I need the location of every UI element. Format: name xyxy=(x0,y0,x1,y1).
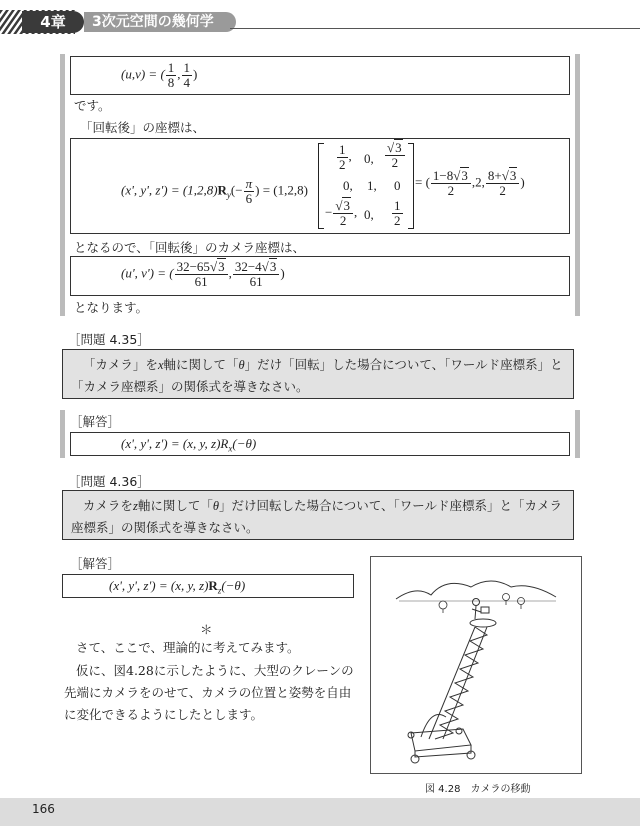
uv-frac-1 xyxy=(166,61,177,90)
rotation-equation-box xyxy=(70,138,570,234)
chapter-label: 4章 xyxy=(22,11,84,33)
footer-bar xyxy=(0,798,640,826)
m-r3c1-comma: , xyxy=(353,204,358,220)
figure-caption: 図 4.28 カメラの移動 xyxy=(425,784,531,795)
rotation-lhs xyxy=(121,177,308,206)
q436-theta: θ xyxy=(212,499,219,513)
rot-res-frac-3 xyxy=(486,169,519,198)
page-number: 166 xyxy=(32,802,55,816)
para-rotated: 「回転後」の座標は、 xyxy=(80,120,206,135)
crane-illustration xyxy=(371,557,581,773)
rot-res3-num-pre: 8+ xyxy=(487,168,502,183)
header-rule xyxy=(230,28,640,29)
q436-text3: 」だけ回転した場合について、「ワールド座標系」と「カメラ座標系」の関係式を導きなさい。 xyxy=(71,498,562,535)
rot-lhs-text: (x', y', z') = (1,2,8) xyxy=(121,182,218,198)
rot-pi-frac xyxy=(244,177,255,206)
a436-equation xyxy=(109,578,245,596)
rot-six: 6 xyxy=(245,191,253,206)
q436-box xyxy=(62,490,574,540)
camera-equation xyxy=(121,260,285,289)
rot-arg-close: ) = (1,2,8) xyxy=(255,182,308,198)
cam-frac-2 xyxy=(233,260,279,289)
m-r1c1-comma: , xyxy=(348,148,352,164)
m-r3c1-sqrt-sign: √ xyxy=(335,198,343,213)
matrix-r3c3 xyxy=(391,199,404,228)
rot-res-frac-1 xyxy=(431,169,471,198)
q436-text: カメラを xyxy=(82,498,133,513)
figure-box xyxy=(370,556,582,774)
rot-res-open: = ( xyxy=(415,174,430,190)
uv-frac-2-den: 4 xyxy=(183,75,191,90)
asterisk: ＊ xyxy=(200,622,213,637)
cam-close: ) xyxy=(280,265,285,281)
cam-f2-den: 61 xyxy=(249,274,263,289)
rot-res1-sqrt-sign: √ xyxy=(453,168,461,183)
q435-box xyxy=(62,349,574,399)
a435-rhs: (−θ) xyxy=(232,436,257,451)
q435-var: x xyxy=(157,358,164,372)
m-r3c1-den: 2 xyxy=(339,213,347,228)
q435-label: ［問題 4.35］ xyxy=(68,332,150,347)
mountains xyxy=(396,581,556,599)
a435-equation xyxy=(121,436,256,454)
m-r3c1-minus: − xyxy=(325,204,333,220)
cam-f1-num-pre: 32−65 xyxy=(176,259,210,274)
para-narimasu: となります。 xyxy=(74,300,149,315)
m-r3c3-den: 2 xyxy=(394,213,401,228)
m-r3c1-num: 3 xyxy=(343,198,350,213)
camera-equation-box xyxy=(70,256,570,296)
matrix-r3c2: 0, xyxy=(364,207,374,222)
m-r1c3-den: 2 xyxy=(391,155,399,170)
tree-icon xyxy=(439,594,525,614)
uv-sep: , xyxy=(177,66,181,82)
rot-res-mid: ,2, xyxy=(471,174,485,190)
a435-side-bar-right xyxy=(575,410,580,458)
a436-label: ［解答］ xyxy=(70,556,121,571)
crane-boom xyxy=(429,627,487,739)
a435-sub: x xyxy=(228,443,233,454)
uv-frac-1-den: 8 xyxy=(167,75,175,90)
a435-box xyxy=(70,432,570,456)
matrix-r2c2: 1, xyxy=(367,178,377,193)
a435-label: ［解答］ xyxy=(70,414,121,429)
rot-res1-num-sqrt: 3 xyxy=(461,168,468,183)
uv-frac-2-num: 1 xyxy=(183,60,191,75)
rot-res1-num-pre: 1−8 xyxy=(432,168,454,183)
m-r1c1-den: 2 xyxy=(339,157,346,172)
a436-rhs: (−θ) xyxy=(221,578,246,593)
cam-f1-num-sqrt: 3 xyxy=(218,259,225,274)
m-r1c3-num: 3 xyxy=(395,140,402,155)
para-camera: となるので、「回転後」のカメラ座標は、 xyxy=(74,240,306,255)
m-r1c1-num: 1 xyxy=(339,142,346,157)
q435-text2: 軸に関して「 xyxy=(163,357,239,372)
cam-f2-sqrt-sign: √ xyxy=(261,259,269,274)
cam-lhs: (u', v') = ( xyxy=(121,265,174,281)
rot-R: R xyxy=(217,182,227,198)
matrix-r2c3: 0 xyxy=(394,178,401,193)
q436-label: ［問題 4.36］ xyxy=(68,474,150,489)
rotation-result xyxy=(415,169,525,198)
closing-line1: さて、ここで、理論的に考えてみます。 xyxy=(76,640,300,655)
uv-frac-1-num: 1 xyxy=(167,60,175,75)
q436-text2: 軸に関して「 xyxy=(137,498,213,513)
a435-lhs: (x', y', z') = (x, y, z)R xyxy=(121,436,229,451)
rot-res3-num-sqrt: 3 xyxy=(509,168,517,183)
closing-line2: 仮に、図4.28に示したように、大型のクレーンの先端にカメラをのせて、カメラの位置と姿勢を自由に変化できるようにしたとします。 xyxy=(64,663,354,722)
matrix-r2c1: 0, xyxy=(343,178,353,193)
matrix-r1c3 xyxy=(384,141,406,170)
matrix-r1c1 xyxy=(336,143,352,172)
rot-res1-den: 2 xyxy=(447,183,455,198)
rot-sub: y xyxy=(226,190,231,201)
matrix-r1c2: 0, xyxy=(364,151,374,166)
cam-f1-den: 61 xyxy=(194,274,208,289)
q435-text3: 」だけ「回転」した場合について、「ワールド座標系」と「カメラ座標系」の関係式を導きなさい。 xyxy=(71,357,563,394)
chapter-title: 3次元空間の幾何学 xyxy=(84,12,236,32)
cam-f2-num-pre: 32−4 xyxy=(234,259,262,274)
side-bar xyxy=(60,54,65,316)
q435-text: 「カメラ」を xyxy=(82,357,158,372)
crane-base xyxy=(408,715,475,764)
q436-text-indent xyxy=(71,498,83,513)
side-bar-right xyxy=(575,54,580,316)
cam-f1-sqrt-sign: √ xyxy=(209,259,218,274)
a436-R: R xyxy=(208,578,218,593)
rot-pi: π xyxy=(245,176,253,191)
uv-frac-2 xyxy=(182,61,193,90)
uv-lhs: (u,v) = ( xyxy=(121,66,165,82)
q435-text-indent xyxy=(71,357,83,372)
m-r3c3-num: 1 xyxy=(394,198,401,213)
matrix-r3c1 xyxy=(325,199,357,228)
uv-equation xyxy=(121,61,197,90)
rot-res3-sqrt-sign: √ xyxy=(501,168,509,183)
a436-lhs: (x', y', z') = (x, y, z) xyxy=(109,578,209,593)
rot-res-close: ) xyxy=(520,174,525,190)
cam-frac-1 xyxy=(175,260,228,289)
a435-side-bar xyxy=(60,410,65,458)
rot-arg-open: (− xyxy=(230,182,243,198)
q436-var: z xyxy=(132,499,138,513)
camera-operator xyxy=(470,599,496,628)
uv-equation-box xyxy=(70,56,570,95)
header xyxy=(0,0,640,40)
cam-sep: , xyxy=(228,265,232,281)
cam-f2-num-sqrt: 3 xyxy=(269,259,277,274)
a436-sub: z xyxy=(217,585,222,596)
matrix-left-bracket xyxy=(318,143,324,229)
a436-box xyxy=(62,574,354,598)
m-r1c3-sqrt-sign: √ xyxy=(387,140,395,155)
para-desu: です。 xyxy=(74,98,111,113)
matrix-right-bracket xyxy=(408,143,414,229)
rot-res3-den: 2 xyxy=(499,183,506,198)
q435-theta: θ xyxy=(238,358,245,372)
uv-close: ) xyxy=(193,66,198,82)
